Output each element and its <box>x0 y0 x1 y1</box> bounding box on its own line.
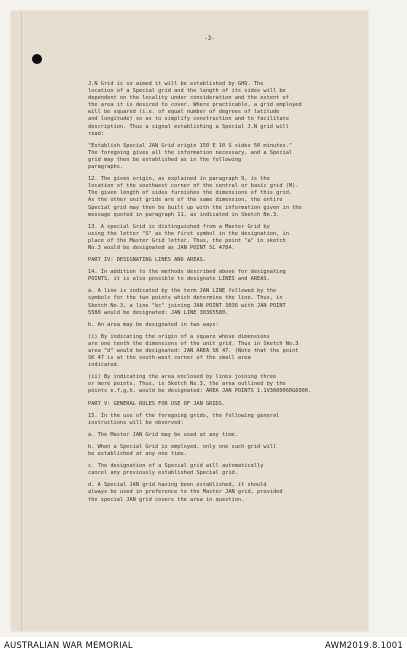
organization-name: AUSTRALIAN WAR MEMORIAL <box>4 641 133 651</box>
document-line: "Establish Special JAN Grid origin 150 E 10 S sides 50 minutes." <box>88 142 293 149</box>
document-line: be established at any one time. <box>88 451 187 458</box>
document-line: message quoted in paragraph 11, as indicated in Sketch No.3. <box>88 211 280 218</box>
page-number: -3- <box>204 35 215 42</box>
document-line: (i) By indicating the origin of a square whose dimensions <box>88 333 270 340</box>
document-line: The given length of sides furnishes the dimensions of this grid. <box>88 190 293 197</box>
document-page <box>11 11 368 631</box>
document-body <box>88 81 368 504</box>
document-line: Special grid may then be built up with the information given in the <box>88 204 302 211</box>
document-line: b. An area may be designated in two ways: <box>88 321 219 328</box>
document-line: (ii) By indicating the area enclosed by lines joining three <box>88 374 277 381</box>
document-line: always be used in preference to the Master JAN grid, provided <box>88 489 283 496</box>
document-line: 5580 would be designated: JAN LINE 30365580. <box>88 309 229 316</box>
document-line: cancel any previously established Special grid. <box>88 470 238 477</box>
document-line: location of the southwest corner of the central or basic grid (M). <box>88 183 299 190</box>
document-line: description. Thus a signal establishing a Special J.N grid will <box>88 123 289 130</box>
document-line: a. A line is indicated by the term JAN LINE followed by the <box>88 288 277 295</box>
document-line: location of a Special grid and the length of its sides will be <box>88 88 286 95</box>
document-line: instructions will be observed: <box>88 419 184 426</box>
document-line: Sketch No.3, a line "bc" joining JAN POINT 3036 with JAN POINT <box>88 302 286 309</box>
document-line: PART IV: DESIGNATING LINES AND AREAS. <box>88 257 206 264</box>
page-fold-line <box>21 11 22 631</box>
document-line: J.N Grid is so aimed it will be established by GHQ. The <box>88 81 264 87</box>
footer-bar <box>0 637 407 653</box>
document-line: the special JAN grid covers the area in question. <box>88 496 245 503</box>
document-line: points e,f,g,h, would be designated: AREA JAN POINTS 1.1V3600060G6000. <box>88 388 312 395</box>
document-line: c. The designation of a Special grid will automatically <box>88 463 264 470</box>
document-line: indicated. <box>88 362 120 369</box>
document-line: SK 47 is at the south-west corner of the small area <box>88 355 251 362</box>
document-line: place of the Master Grid letter. Thus, the point "a" in sketch <box>88 237 286 244</box>
document-line: will be squared (i.e. of equal number of degrees of latitude <box>88 109 280 116</box>
document-line: b. When a Special Grid is employed, only one such grid will <box>88 443 277 450</box>
document-line: area "d" would be designated: JAN AREA SK 47. (Note that the point <box>88 348 299 354</box>
document-line: the area it is desired to cover. Where practicable, a grid employed <box>88 102 302 109</box>
document-line: PART V: GENERAL RULES FOR USE OF JAN GRIDS. <box>88 400 226 407</box>
document-line: a. The Master JAN Grid may be used at any time. <box>88 431 238 438</box>
document-line: or more points. Thus, in Sketch No.3, the area outlined by the <box>88 381 286 388</box>
document-line: The foregoing gives all the information necessary, and a Special <box>88 149 293 156</box>
document-line: 15. In the use of the foregoing grids, the following general <box>88 412 280 419</box>
document-line: and longitude) so as to simplify construction and to facilitate <box>88 116 289 123</box>
document-line: No.3 would be designated as JAN POINT SL 4784. <box>88 244 235 251</box>
document-line: 12. The given origin, as explained in paragraph 9, is the <box>88 176 270 183</box>
document-line: POINTS, it is also possible to designate LINES and AREAS. <box>88 276 270 283</box>
accession-number: AWM2019.8.1001 <box>325 641 403 651</box>
document-line: paragraphs. <box>88 164 124 171</box>
document-line: As the other unit grids are of the same dimension, the entire <box>88 197 283 204</box>
document-line: dependent on the locality under consideration and the extent of <box>88 95 289 102</box>
document-line: symbols for the two points which determine the line. Thus, in <box>88 295 283 302</box>
document-line: d. A Special JAN grid having been established, it should <box>88 482 267 489</box>
punch-hole <box>32 54 42 64</box>
document-line: using the letter "S" as the first symbol in the designation, in <box>88 230 289 237</box>
document-line: are one tenth the dimensions of the unit grid. Thus in Sketch No.3 <box>88 340 299 347</box>
document-line: read: <box>88 130 104 137</box>
document-line: 14. In addition to the methods described above for designating <box>88 269 286 276</box>
document-line: 13. A special Grid is distinguished from a Master Grid by <box>88 223 270 230</box>
document-line: grid may then be established as in the following <box>88 156 242 163</box>
